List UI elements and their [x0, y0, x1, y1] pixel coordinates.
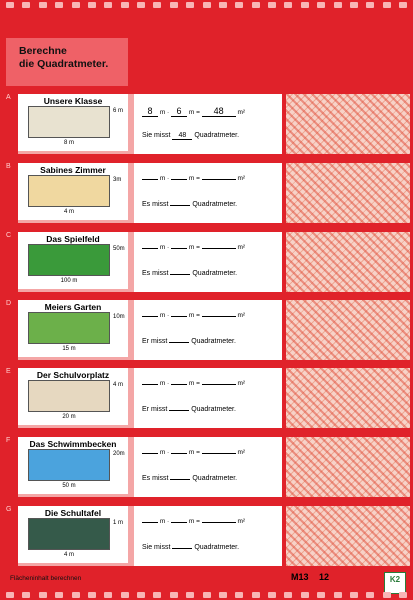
width-dimension: 100 m [60, 278, 78, 284]
answer-panel [134, 300, 282, 360]
product-field[interactable]: 48 [202, 106, 236, 117]
area-field[interactable] [169, 410, 189, 411]
row-letter: C [6, 232, 12, 239]
width-dimension: 8 m [63, 140, 74, 146]
factor-a-field[interactable] [142, 179, 158, 180]
answer-panel [134, 94, 282, 154]
factor-a-field[interactable] [142, 453, 158, 454]
instruction-line-2: die Quadratmeter. [19, 58, 109, 70]
row-letter: B [6, 163, 11, 170]
factor-b-field[interactable] [171, 248, 187, 249]
equation: m · m = m² [142, 175, 245, 182]
factor-a-field[interactable] [142, 316, 158, 317]
instruction-box [6, 38, 128, 86]
area-field[interactable] [172, 548, 192, 549]
row-title: Meiers Garten [44, 302, 102, 312]
illustration-card [18, 300, 128, 357]
footer-label: Flächeninhalt berechnen [10, 575, 82, 582]
height-dimension: 10m [113, 314, 125, 320]
width-dimension: 15 m [62, 346, 76, 352]
answer-panel [134, 506, 282, 566]
row-title: Die Schultafel [44, 508, 102, 518]
factor-a-field[interactable] [142, 384, 158, 385]
floor-plan-drawing [28, 175, 110, 207]
footer [6, 572, 406, 586]
area-field[interactable] [170, 274, 190, 275]
product-field[interactable] [202, 453, 236, 454]
equation: m · m = m² [142, 518, 245, 525]
factor-b-field[interactable] [171, 316, 187, 317]
row-title: Sabines Zimmer [40, 165, 106, 175]
product-field[interactable] [202, 522, 236, 523]
height-dimension: 20m [113, 451, 125, 457]
width-dimension: 4 m [63, 209, 74, 215]
decorative-pattern [286, 163, 410, 223]
row-title: Der Schulvorplatz [36, 370, 110, 380]
answer-sentence: Er misst Quadratmeter. [142, 406, 236, 413]
answer-panel [134, 232, 282, 292]
equation: m · m = m² [142, 449, 245, 456]
equation: m · m = m² [142, 244, 245, 251]
decorative-pattern [286, 94, 410, 154]
floor-plan-drawing [28, 106, 110, 138]
row-letter: F [6, 437, 11, 444]
decorative-pattern [286, 300, 410, 360]
answer-panel [134, 163, 282, 223]
factor-b-field[interactable] [171, 384, 187, 385]
floor-plan-drawing [28, 312, 110, 344]
row-letter: D [6, 300, 12, 307]
product-field[interactable] [202, 316, 236, 317]
height-dimension: 1 m [113, 520, 124, 526]
product-field[interactable] [202, 384, 236, 385]
factor-b-field[interactable] [171, 179, 187, 180]
equation: m · m = m² [142, 380, 245, 387]
floor-plan-drawing [28, 244, 110, 276]
answer-sentence: Es misst Quadratmeter. [142, 270, 238, 277]
height-dimension: 4 m [113, 382, 124, 388]
equation: 8 m · 6 m = 48 m² [142, 106, 245, 117]
film-holes-top [0, 0, 413, 10]
area-field[interactable] [169, 342, 189, 343]
factor-a-field[interactable] [142, 248, 158, 249]
row-title: Das Schwimmbecken [29, 439, 117, 449]
answer-sentence: Er misst Quadratmeter. [142, 338, 236, 345]
factor-b-field[interactable]: 6 [171, 106, 187, 117]
floor-plan-drawing [28, 518, 110, 550]
row-letter: A [6, 94, 11, 101]
publisher-logo: K2 [384, 572, 406, 594]
answer-sentence: Es misst Quadratmeter. [142, 475, 238, 482]
illustration-card [18, 163, 128, 220]
height-dimension: 50m [113, 246, 125, 252]
instruction-line-1: Berechne [19, 45, 67, 57]
footer-code: M13 [291, 572, 309, 582]
decorative-pattern [286, 506, 410, 566]
factor-b-field[interactable] [171, 522, 187, 523]
answer-panel [134, 368, 282, 428]
row-title: Das Spielfeld [46, 234, 100, 244]
answer-panel [134, 437, 282, 497]
page-number: 12 [319, 572, 330, 582]
answer-sentence: Es misst Quadratmeter. [142, 201, 238, 208]
width-dimension: 4 m [63, 552, 74, 558]
area-field[interactable] [170, 479, 190, 480]
floor-plan-drawing [28, 380, 110, 412]
equation: m · m = m² [142, 312, 245, 319]
row-letter: E [6, 368, 11, 375]
illustration-card [18, 437, 128, 494]
factor-a-field[interactable]: 8 [142, 106, 158, 117]
row-letter: G [6, 506, 12, 513]
product-field[interactable] [202, 179, 236, 180]
decorative-pattern [286, 232, 410, 292]
illustration-card [18, 506, 128, 563]
width-dimension: 20 m [62, 414, 76, 420]
factor-a-field[interactable] [142, 522, 158, 523]
decorative-pattern [286, 368, 410, 428]
illustration-card [18, 368, 128, 425]
height-dimension: 6 m [113, 108, 124, 114]
product-field[interactable] [202, 248, 236, 249]
answer-sentence: Sie misst Quadratmeter. [142, 544, 240, 551]
area-field[interactable] [170, 205, 190, 206]
illustration-card [18, 94, 128, 151]
decorative-pattern [286, 437, 410, 497]
width-dimension: 50 m [62, 483, 76, 489]
floor-plan-drawing [28, 449, 110, 481]
height-dimension: 3m [113, 177, 122, 183]
row-title: Unsere Klasse [43, 96, 103, 106]
area-field[interactable]: 48 [172, 132, 192, 140]
factor-b-field[interactable] [171, 453, 187, 454]
answer-sentence: Sie misst 48 Quadratmeter. [142, 132, 240, 139]
illustration-card [18, 232, 128, 289]
film-holes-bottom [0, 590, 413, 600]
